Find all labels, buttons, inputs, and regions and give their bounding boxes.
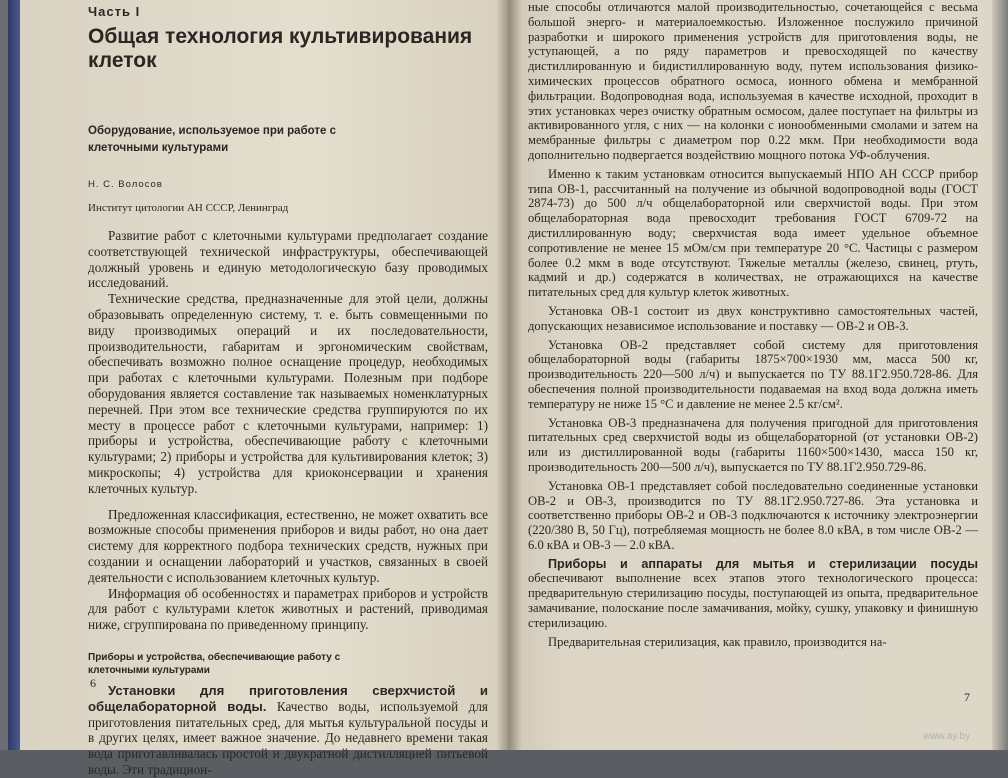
- bold-run-in-heading: Установки для приготовления сверхчистой и общелабораторной воды.: [88, 682, 488, 714]
- paragraph: Установка ОВ-3 предназначена для получения пригодной для приготовления питательных сред сверхчистой воды из общелабораторной (от установки ОВ-2) или из дистиллированной воды (габариты 1160×500×1430, масса 150 кг, производительность 200—500 л/ч), выпускается по ТУ 88.1Г2.950.729-86.: [528, 415, 978, 474]
- page-number: 7: [964, 690, 970, 704]
- paragraph: Установка ОВ-2 представляет собой систему для приготовления общелабораторной воды (габариты 1875×700×1930 мм, масса 500 кг, производительность 220—500 л/ч) и выпускается по ТУ 88.1Г2.950.728-86. Для обеспечения полной производительности подаваемая на вход вода должна иметь температуру не ниже 15 °С и давление не менее 2.5 кг/см².: [528, 337, 978, 411]
- paragraph: Информация об особенностях и параметрах приборов и устройств для работ с культурами клеток животных и растений, приводимая ниже, сгруппирована по приведенному принципу.: [88, 585, 488, 633]
- institute: Институт цитологии АН СССР, Ленинград: [88, 202, 289, 214]
- paragraph: Предложенная классификация, естественно, не может охватить все возможные способы применения приборов и виды работ, но она дает систему для корректного подбора технических средств, нужных при создании и оснащении лабораторий и участков, связанных в своей деятельности с использованием клеточных культур.: [88, 506, 488, 585]
- subsection-title: Приборы и устройства, обеспечивающие работу с клеточными культурами: [88, 651, 341, 676]
- paragraph: [528, 557, 978, 631]
- paragraph: ные способы отличаются малой производительностью, сочетающейся с весьма большой энерго- и материалоемкостью. Изложенное послужило причиной разработки и широкого применения устройств для приготовления воды, не уступающей, а по ряду параметров и превосходящей по качеству дистиллированную и бидистиллированную воду, путем использования физико-химических процессов обратного осмоса, ионного обмена и мембранной фильтрации. Водопроводная вода, используемая в качестве исходной, проходит в этих установках через очистку обратным осмосом, далее поступает на фильтры из активированного угля, с них — на колонки с ионообменными смолами и затем на мембранные фильтры с диаметром пор 0.22 мкм. При необходимости вода дополнительно подвергается воздействию мощного потока УФ-облучения.: [528, 0, 978, 162]
- paragraph: Технические средства, предназначенные для этой цели, должны образовывать определенную систему, т. е. быть совмещенными по виду производимых операций и их последовательности, производительности, габаритам и эргономическим свойствам, обеспечивать возможно полное оснащение процедур, необходимых при работах с клеточными культурами. Полезным при подборе оборудования является составление так называемых номенклатурных перечней. При этом все технические средства группируются по их месту в процессе работ с клеточными культурами, например: 1) приборы и устройства, обеспечивающие работу с клеточными культурами; 2) приборы и устройства для культивирования клеток; 3) микроскопы; 4) устройства для криоконсервации и хранения клеточных культур.: [88, 291, 488, 496]
- part-label: Часть I: [88, 4, 141, 19]
- right-page-content: [528, 0, 978, 649]
- bold-run-in-heading: Приборы и аппараты для мытья и стерилизации посуды: [548, 556, 978, 571]
- cover-edge: [8, 0, 20, 750]
- chapter-title: Общая технология культивирования клеток: [88, 25, 473, 72]
- page-edges: [992, 0, 1008, 750]
- paragraph: Установка ОВ-1 представляет собой последовательно соединенные установки ОВ-2 и ОВ-3, производится по ТУ 88.1Г2.950.727-86. Эта установка и соответственно приборы ОВ-2 и ОВ-3 подключаются к источнику электроэнергии (220/380 В, 50 Гц), потребляемая мощность не более 8.0 кВА, в том числе ОВ-2 — 6.0 кВА и ОВ-3 — 2.0 кВА.: [528, 478, 978, 552]
- book-spread: [8, 0, 1000, 777]
- paragraph: Установка ОВ-1 состоит из двух конструктивно самостоятельных частей, допускающих независимое использование и поставку — ОВ-2 и ОВ-3.: [528, 303, 978, 333]
- paragraph: [88, 683, 488, 778]
- author: Н. С. Волосов: [88, 179, 163, 190]
- paragraph-text: обеспечивают выполнение всех этапов этого технологического процесса: предварительную стерилизацию посуды, поступающей из опыта, предварительное замачивание, полоскание после замачивания, мойку, сушку, упаковку и финишную стерилизацию.: [528, 571, 978, 630]
- section-title: Оборудование, используемое при работе с клеточными культурами: [88, 125, 337, 154]
- left-page: [8, 0, 508, 777]
- paragraph-text: Качество воды, используемой для приготовления питательных сред, для мытья культуральной посуды и в других целях, имеет важное значение. До недавнего времени такая вода приготавливалась простой и двукратной дистилляцией питьевой воды. Эти традицион-: [88, 698, 488, 777]
- paragraph: Именно к таким установкам относится выпускаемый НПО АН СССР прибор типа ОВ-1, рассчитанный на получение из обычной водопроводной воды (ГОСТ 2874-73) до 500 л/ч общелабораторной или сверхчистой воды. При этом общелабораторная вода превосходит требования ГОСТ 6709-72 на дистиллированную воду; сверхчистая вода имеет удельное объемное сопротивление не менее 15 мОм/см при температуре 20 °С. Частицы с размером более 0.2 мкм в воде отсутствуют. Тяжелые металлы (железо, свинец, ртуть, кадмий и др.) содержатся в количествах, не отражающихся на качестве питательных сред для культур клеток животных.: [528, 166, 978, 300]
- left-page-content: [88, 0, 488, 778]
- page-number: 6: [90, 676, 96, 690]
- book-gutter: [496, 0, 522, 750]
- paragraph: Развитие работ с клеточными культурами предполагает создание соответствующей технической инфраструктуры, обеспечивающей должный уровень и единую методологическую базу проводимых исследований.: [88, 228, 488, 291]
- watermark: www.ay.by: [922, 731, 970, 742]
- paragraph: Предварительная стерилизация, как правило, производится на-: [548, 634, 887, 649]
